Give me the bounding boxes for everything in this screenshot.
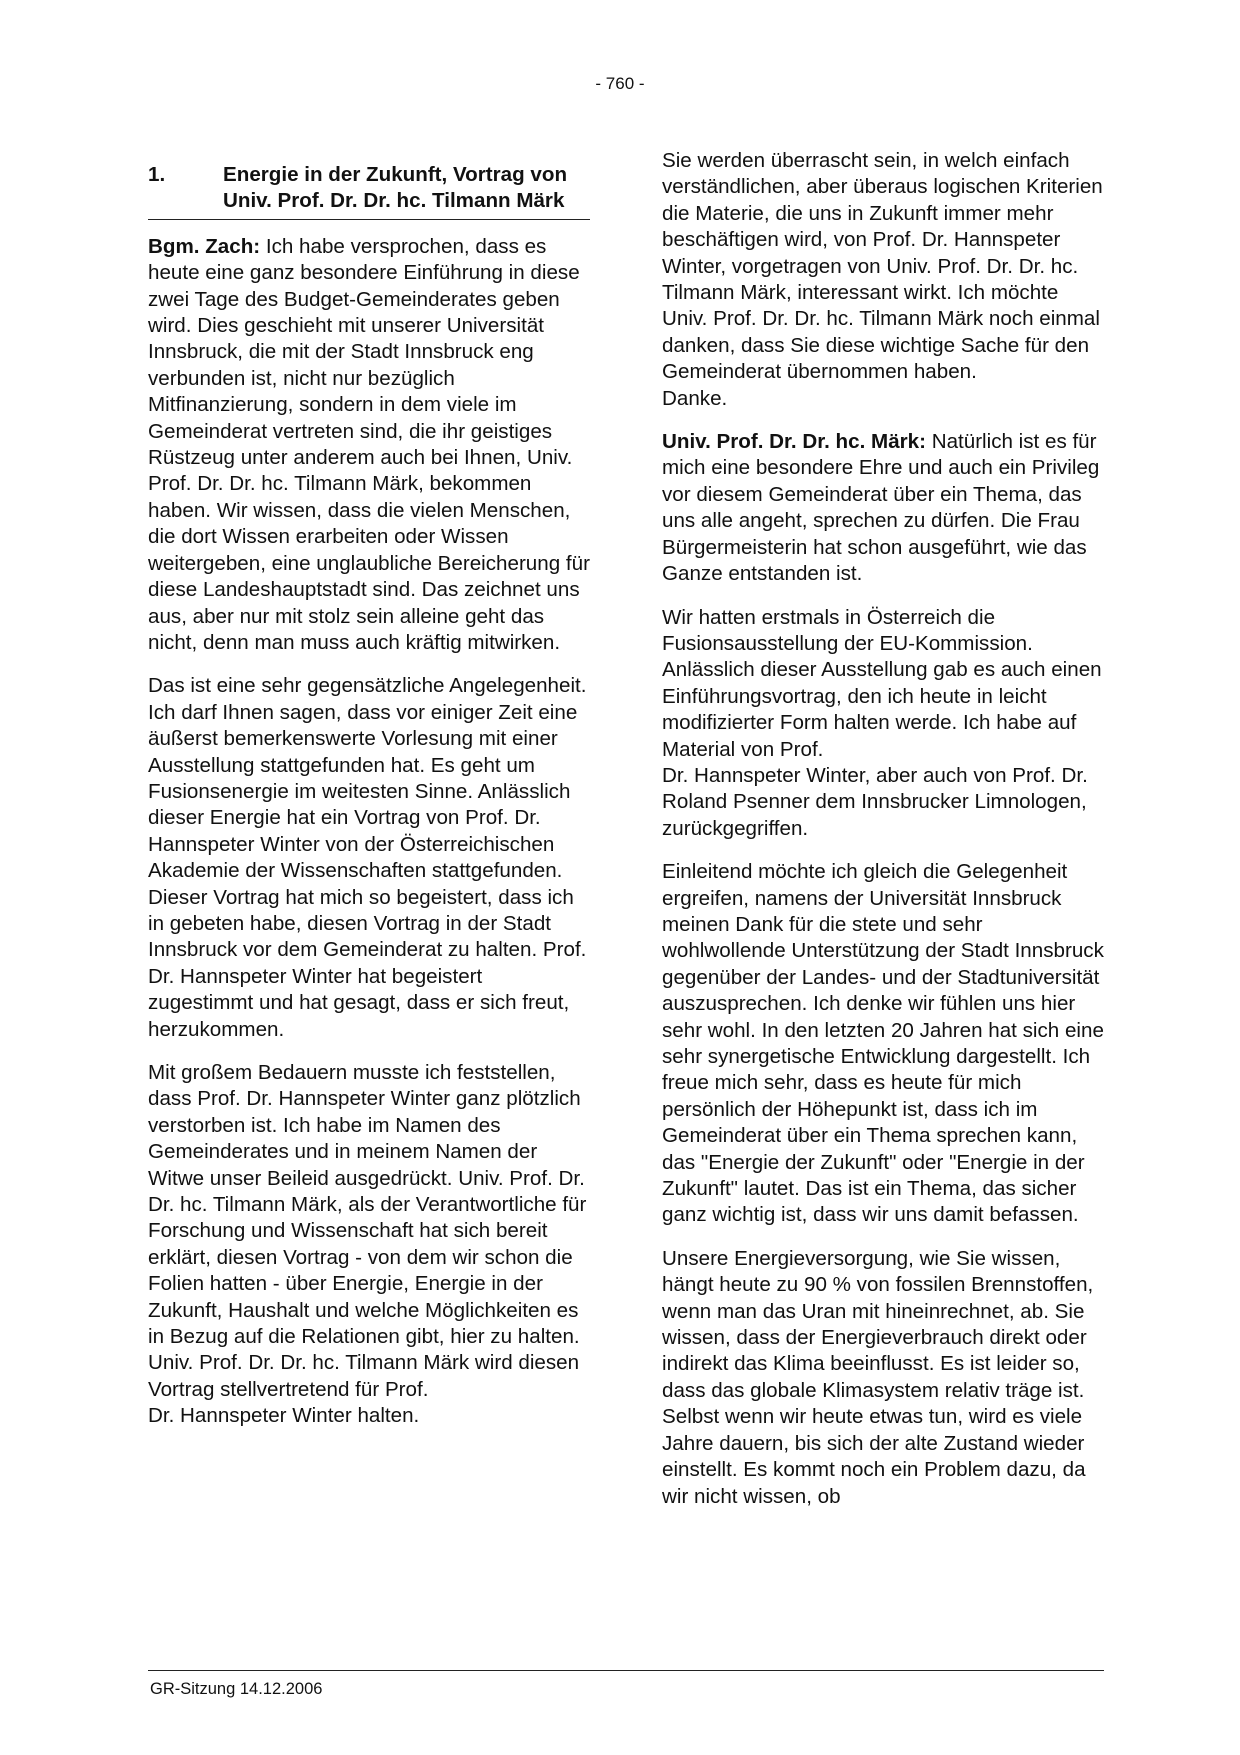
speaker-label: Univ. Prof. Dr. Dr. hc. Märk: <box>662 430 926 454</box>
paragraph: Einleitend möchte ich gleich die Gelegenheit ergreifen, namens der Universität Innsbruck meinen Dank für die stete und sehr wohlwollende Unterstützung der Stadt Innsbruck gegenüber der Landes- und der Stadtuniversität auszusprechen. Ich denke wir fühlen uns hier sehr wohl. In den letzten 20 Jahren hat sich eine sehr synergetische Entwicklung dargestellt. Ich freue mich sehr, dass es heute für mich persönlich der Höhepunkt ist, dass ich im Gemeinderat über ein Thema sprechen kann, das "Energie der Zukunft" oder "Energie in der Zukunft" lautet. Das ist ein Thema, das sicher ganz wichtig ist, dass wir uns damit befassen. <box>662 860 1104 1227</box>
paragraph-text: Sie werden überrascht sein, in welch einfach verständlichen, aber überaus logischen Kriterien die Materie, die uns in Zukunft immer mehr beschäftigen wird, von Prof. Dr. Hannspeter Winter, vorgetragen von Univ. Prof. Dr. Dr. hc. Tilmann Märk, interessant wirkt. Ich möchte Univ. Prof. Dr. Dr. hc. Tilmann Märk noch einmal danken, dass Sie diese wichtige Sache für den Gemeinderat übernommen haben. <box>662 149 1103 384</box>
paragraph-text: Mit großem Bedauern musste ich feststellen, dass Prof. Dr. Hannspeter Winter ganz plötzlich verstorben ist. Ich habe im Namen des Gemeinderates und in meinem Namen der Witwe unser Beileid ausgedrückt. Univ. Prof. Dr. Dr. hc. Tilmann Märk, als der Verantwortliche für Forschung und Wissenschaft hat sich bereit erklärt, diesen Vortrag - von dem wir schon die Folien hatten - über Energie, Energie in der Zukunft, Haushalt und welche Möglichkeiten es in Bezug auf die Relationen gibt, hier zu halten. Univ. Prof. Dr. Dr. hc. Tilmann Märk wird diesen Vortrag stellvertretend für Prof. <box>148 1061 587 1401</box>
right-column <box>662 148 1104 1527</box>
page-number: - 760 - <box>595 74 645 93</box>
paragraph-text: Danke. <box>662 386 728 410</box>
paragraph <box>662 429 1104 587</box>
paragraph-text: Ich habe versprochen, dass es heute eine ganz besondere Einführung in diese zwei Tage des Budget-Gemeinderates geben wird. Dies geschieht mit unserer Universität Innsbruck, die mit der Stadt Innsbruck eng verbunden ist, nicht nur bezüglich Mitfinanzierung, sondern in dem viele im Gemeinderat vertreten sind, die ihr geistiges Rüstzeug unter anderem auch bei Ihnen, Univ. Prof. Dr. Dr. hc. Tilmann Märk, bekommen haben. Wir wissen, dass die vielen Menschen, die dort Wissen erarbeiten oder Wissen weitergeben, eine unglaubliche Bereicherung für diese Landeshauptstadt sind. Das zeichnet uns aus, aber nur mit stolz sein alleine geht das nicht, denn man muss auch kräftig mitwirken. <box>148 234 590 654</box>
paragraph: Unsere Energieversorgung, wie Sie wissen, hängt heute zu 90 % von fossilen Brennstoffen, wenn man das Uran mit hineinrechnet, ab. Sie wissen, dass der Energieverbrauch direkt oder indirekt das Klima beeinflusst. Es ist leider so, dass das globale Klimasystem relativ träge ist. Selbst wenn wir heute etwas tun, wird es viele Jahre dauern, bis sich der alte Zustand wieder einstellt. Es kommt noch ein Problem dazu, da wir nicht wissen, ob <box>662 1246 1094 1508</box>
paragraph <box>148 1060 590 1430</box>
footer-session-date: GR-Sitzung 14.12.2006 <box>150 1680 323 1698</box>
paragraph-text: Dr. Hannspeter Winter, aber auch von Prof. Dr. Roland Psenner dem Innsbrucker Limnologen, zurückgegriffen. <box>662 763 1088 840</box>
paragraph-text: Dr. Hannspeter Winter halten. <box>148 1404 420 1428</box>
section-number: 1. <box>148 163 166 186</box>
paragraph-text: Wir hatten erstmals in Österreich die Fusionsausstellung der EU-Kommission. Anlässlich dieser Ausstellung gab es auch einen Einführungsvortrag, den ich heute in leicht modifizierter Form halten werde. Ich habe auf Material von Prof. <box>662 605 1102 761</box>
footer-divider <box>148 1670 1104 1671</box>
left-column <box>148 162 590 1447</box>
paragraph <box>662 148 1104 412</box>
paragraph <box>148 234 590 657</box>
section-title: Energie in der Zukunft, Vortrag von Univ. Prof. Dr. Dr. hc. Tilmann Märk <box>223 163 568 213</box>
paragraph <box>662 605 1104 843</box>
section-heading <box>148 162 590 220</box>
paragraph: Das ist eine sehr gegensätzliche Angelegenheit. Ich darf Ihnen sagen, dass vor einiger Zeit eine äußerst bemerkenswerte Vorlesung mit einer Ausstellung stattgefunden hat. Es geht um Fusionsenergie im weitesten Sinne. Anlässlich dieser Energie hat ein Vortrag von Prof. Dr. Hannspeter Winter von der Österreichischen Akademie der Wissenschaften stattgefunden. Dieser Vortrag hat mich so begeistert, dass ich in gebeten habe, diesen Vortrag in der Stadt Innsbruck vor dem Gemeinderat zu halten. Prof. Dr. Hannspeter Winter hat begeistert zugestimmt und hat gesagt, dass er sich freut, herzukommen. <box>148 674 587 1041</box>
speaker-label: Bgm. Zach: <box>148 234 261 258</box>
paragraph-text: Natürlich ist es für mich eine besondere Ehre und auch ein Privileg vor diesem Gemeinderat über ein Thema, das uns alle angeht, sprechen zu dürfen. Die Frau Bürgermeisterin hat schon ausgeführt, wie das Ganze entstanden ist. <box>662 430 1100 586</box>
